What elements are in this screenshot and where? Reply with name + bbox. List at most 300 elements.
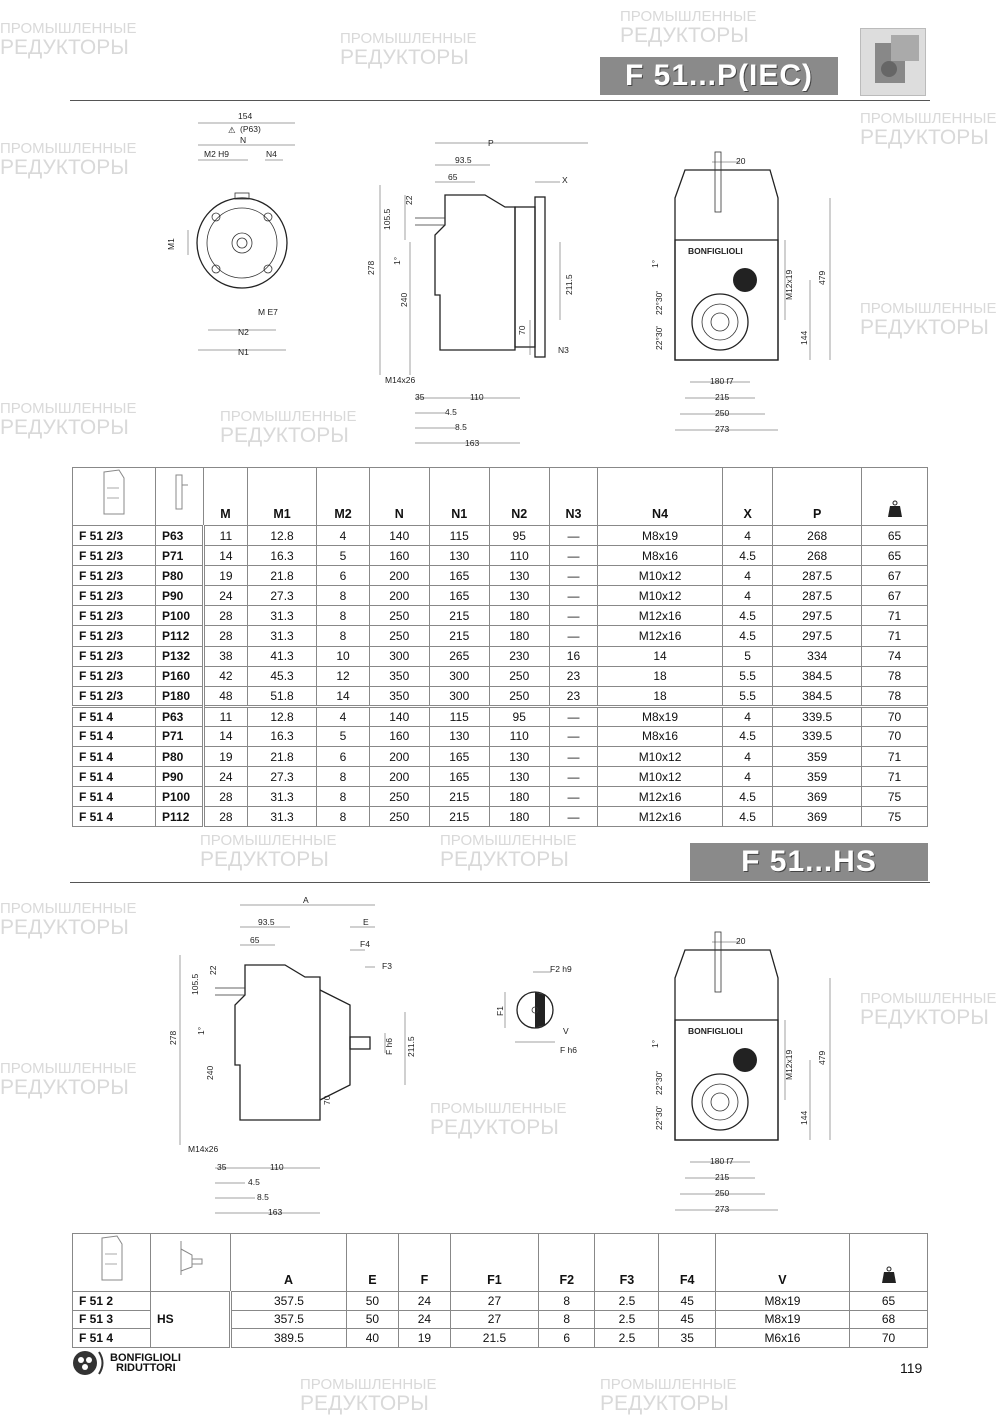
- shaft-icon: [176, 1239, 206, 1279]
- svg-text:4.5: 4.5: [445, 407, 457, 417]
- table-cell: 48: [204, 686, 248, 706]
- table-cell: P71: [156, 546, 204, 566]
- table-cell: 4.5: [722, 606, 772, 626]
- column-header: M: [204, 468, 248, 526]
- table-cell: M8x19: [598, 706, 723, 726]
- watermark: ПРОМЫШЛЕННЫЕ РЕДУКТОРЫ: [0, 900, 137, 939]
- svg-text:F3: F3: [382, 961, 392, 971]
- svg-text:240: 240: [399, 292, 409, 307]
- dimensions-table-hs: [72, 1233, 928, 1348]
- table-cell: 180: [489, 606, 549, 626]
- svg-text:8.5: 8.5: [455, 422, 467, 432]
- table-row: [73, 666, 928, 686]
- watermark: ПРОМЫШЛЕННЫЕ РЕДУКТОРЫ: [0, 400, 137, 439]
- watermark: ПРОМЫШЛЕННЫЕ РЕДУКТОРЫ: [620, 8, 757, 47]
- column-header: N: [369, 468, 429, 526]
- table-cell: 4: [317, 526, 369, 546]
- hs-side-view-drawing: [160, 895, 420, 1220]
- table-cell: 110: [489, 726, 549, 746]
- table-cell: F 51 4: [73, 1329, 151, 1348]
- svg-text:F h6: F h6: [560, 1045, 578, 1055]
- svg-text:N4: N4: [266, 149, 277, 159]
- table-cell: 297.5: [773, 626, 862, 646]
- svg-text:65: 65: [448, 172, 458, 182]
- table-cell: 27.3: [247, 586, 317, 606]
- table-cell: M12x16: [598, 606, 723, 626]
- column-header: F3: [595, 1234, 659, 1292]
- table-cell: 71: [862, 767, 928, 787]
- table-cell: 50: [346, 1292, 398, 1311]
- table-cell: 95: [489, 526, 549, 546]
- table-cell: 180: [489, 807, 549, 827]
- table-cell: 70: [862, 726, 928, 746]
- table-cell: 4: [317, 706, 369, 726]
- table-cell: 21.8: [247, 566, 317, 586]
- column-header: M1: [247, 468, 317, 526]
- column-header: F: [398, 1234, 450, 1292]
- table-cell: 45.3: [247, 666, 317, 686]
- table-cell: 110: [489, 546, 549, 566]
- table-cell: 250: [369, 807, 429, 827]
- svg-text:273: 273: [715, 424, 730, 434]
- svg-text:BONFIGLIOLI: BONFIGLIOLI: [688, 1026, 743, 1036]
- svg-text:1°: 1°: [196, 1026, 206, 1035]
- weight-icon: [881, 1266, 897, 1284]
- svg-text:⚠: ⚠: [228, 125, 236, 135]
- table-cell: —: [549, 586, 597, 606]
- svg-text:N2: N2: [238, 327, 249, 337]
- table-cell: 12.8: [247, 706, 317, 726]
- table-cell: P112: [156, 807, 204, 827]
- svg-text:22°30': 22°30': [654, 1106, 664, 1130]
- watermark: ПРОМЫШЛЕННЫЕ РЕДУКТОРЫ: [0, 140, 137, 179]
- table-cell: 350: [369, 686, 429, 706]
- table-cell: 70: [850, 1329, 928, 1348]
- watermark: ПРОМЫШЛЕННЫЕ РЕДУКТОРЫ: [0, 20, 137, 59]
- svg-text:1°: 1°: [392, 256, 402, 265]
- product-icon: [860, 28, 926, 96]
- table-cell: 215: [429, 787, 489, 807]
- table-cell: P63: [156, 526, 204, 546]
- table-cell: M10x12: [598, 566, 723, 586]
- watermark: ПРОМЫШЛЕННЫЕ РЕДУКТОРЫ: [430, 1100, 567, 1139]
- table-row: [73, 706, 928, 726]
- table-cell: 38: [204, 646, 248, 666]
- column-header: F4: [659, 1234, 715, 1292]
- table-cell: 28: [204, 787, 248, 807]
- table-cell: —: [549, 706, 597, 726]
- svg-text:250: 250: [715, 408, 730, 418]
- svg-text:211.5: 211.5: [406, 1036, 416, 1057]
- table-cell: 215: [429, 626, 489, 646]
- svg-text:8.5: 8.5: [257, 1192, 269, 1202]
- table-cell: —: [549, 526, 597, 546]
- table-cell: 339.5: [773, 726, 862, 746]
- table-cell: 31.3: [247, 787, 317, 807]
- table-cell: F 51 4: [73, 787, 156, 807]
- table-cell: 4: [722, 767, 772, 787]
- table-cell: M8x19: [715, 1292, 849, 1311]
- divider: [70, 882, 930, 883]
- table-cell: 384.5: [773, 686, 862, 706]
- svg-text:20: 20: [736, 936, 746, 946]
- table-cell: 2.5: [595, 1329, 659, 1348]
- table-cell: 200: [369, 566, 429, 586]
- table-row: [73, 546, 928, 566]
- table-cell: 16.3: [247, 546, 317, 566]
- table-cell: 265: [429, 646, 489, 666]
- table-cell: 24: [204, 586, 248, 606]
- table-cell: 369: [773, 787, 862, 807]
- table-cell: 4.5: [722, 787, 772, 807]
- table-cell: 45: [659, 1292, 715, 1311]
- table-cell: P80: [156, 747, 204, 767]
- svg-text:M12x19: M12x19: [784, 1049, 794, 1080]
- svg-text:1°: 1°: [650, 259, 660, 268]
- svg-text:F4: F4: [360, 939, 370, 949]
- table-cell: 8: [317, 787, 369, 807]
- svg-text:180 f7: 180 f7: [710, 1156, 734, 1166]
- table-cell: 140: [369, 706, 429, 726]
- table-cell: 200: [369, 586, 429, 606]
- table-cell: 130: [489, 747, 549, 767]
- divider: [70, 100, 930, 101]
- svg-text:93.5: 93.5: [258, 917, 275, 927]
- table-cell: 8: [539, 1310, 595, 1329]
- table-cell: 19: [398, 1329, 450, 1348]
- table-cell: 65: [862, 526, 928, 546]
- table-cell: F 51 4: [73, 706, 156, 726]
- table-cell: —: [549, 787, 597, 807]
- column-header: V: [715, 1234, 849, 1292]
- table-cell: P90: [156, 767, 204, 787]
- table-row: [73, 726, 928, 746]
- column-header: N2: [489, 468, 549, 526]
- table-cell: 200: [369, 747, 429, 767]
- table-cell: 18: [598, 666, 723, 686]
- table-cell: 19: [204, 747, 248, 767]
- table-cell: 250: [369, 626, 429, 646]
- table-cell: F 51 2/3: [73, 686, 156, 706]
- table-cell: 95: [489, 706, 549, 726]
- table-cell: 4.5: [722, 626, 772, 646]
- table-cell: 14: [598, 646, 723, 666]
- table-cell: 16.3: [247, 726, 317, 746]
- table-cell: 41.3: [247, 646, 317, 666]
- table-cell: —: [549, 566, 597, 586]
- table-cell: 71: [862, 626, 928, 646]
- table-row: [73, 747, 928, 767]
- table-cell: 28: [204, 606, 248, 626]
- svg-text:F1: F1: [495, 1006, 505, 1016]
- table-cell: 4: [722, 706, 772, 726]
- table-cell: 5.5: [722, 686, 772, 706]
- page-number: 119: [900, 1360, 923, 1376]
- table-cell: F 51 4: [73, 747, 156, 767]
- svg-text:20: 20: [736, 156, 746, 166]
- table-cell: 40: [346, 1329, 398, 1348]
- table-cell: P71: [156, 726, 204, 746]
- table-row: [73, 807, 928, 827]
- svg-text:V: V: [563, 1026, 569, 1036]
- table-cell: 27: [450, 1310, 538, 1329]
- table-cell: 71: [862, 606, 928, 626]
- table-cell: M8x19: [715, 1310, 849, 1329]
- table-cell: 45: [659, 1310, 715, 1329]
- table-cell: 10: [317, 646, 369, 666]
- table-cell: 11: [204, 706, 248, 726]
- column-header: F1: [450, 1234, 538, 1292]
- table-cell: 369: [773, 807, 862, 827]
- table-cell: —: [549, 606, 597, 626]
- table-cell: 165: [429, 747, 489, 767]
- svg-text:240: 240: [205, 1065, 215, 1080]
- table-cell: 334: [773, 646, 862, 666]
- table-row: [73, 606, 928, 626]
- table-cell: 27.3: [247, 767, 317, 787]
- table-cell: 339.5: [773, 706, 862, 726]
- table-cell: 160: [369, 546, 429, 566]
- table-cell: 287.5: [773, 566, 862, 586]
- table-cell: F 51 4: [73, 807, 156, 827]
- svg-text:A: A: [303, 895, 309, 905]
- column-header: N3: [549, 468, 597, 526]
- table-cell: 4.5: [722, 546, 772, 566]
- hs-rear-view-drawing: [640, 930, 850, 1215]
- table-cell: 297.5: [773, 606, 862, 626]
- svg-text:479: 479: [817, 270, 827, 285]
- table-cell: F 51 2/3: [73, 646, 156, 666]
- svg-text:144: 144: [799, 1110, 809, 1125]
- rear-view-drawing: [640, 150, 850, 435]
- table-cell: 31.3: [247, 626, 317, 646]
- watermark: ПРОМЫШЛЕННЫЕ РЕДУКТОРЫ: [600, 1376, 737, 1415]
- table-cell: M10x12: [598, 747, 723, 767]
- table-cell: 180: [489, 787, 549, 807]
- svg-text:4.5: 4.5: [248, 1177, 260, 1187]
- column-header: N1: [429, 468, 489, 526]
- table-cell: 35: [659, 1329, 715, 1348]
- dimensions-table-p-iec: [72, 467, 928, 827]
- table-cell: 23: [549, 686, 597, 706]
- table-cell: 4: [722, 566, 772, 586]
- table-cell: 8: [317, 586, 369, 606]
- table-cell: P100: [156, 606, 204, 626]
- watermark: ПРОМЫШЛЕННЫЕ РЕДУКТОРЫ: [0, 1060, 137, 1099]
- weight-icon: [887, 500, 903, 518]
- table-cell: 23: [549, 666, 597, 686]
- table-cell: 6: [539, 1329, 595, 1348]
- table-cell: F 51 2/3: [73, 666, 156, 686]
- svg-text:N: N: [240, 135, 247, 145]
- table-cell: 160: [369, 726, 429, 746]
- table-cell: 24: [204, 767, 248, 787]
- svg-text:154: 154: [238, 111, 253, 121]
- table-cell: M8x16: [598, 726, 723, 746]
- watermark: ПРОМЫШЛЕННЫЕ РЕДУКТОРЫ: [200, 832, 337, 871]
- svg-text:35: 35: [415, 392, 425, 402]
- table-row: [73, 1292, 928, 1311]
- table-cell: M10x12: [598, 586, 723, 606]
- svg-text:E: E: [363, 917, 369, 927]
- table-cell: 67: [862, 586, 928, 606]
- column-header: X: [722, 468, 772, 526]
- svg-text:273: 273: [715, 1204, 730, 1214]
- shaft-section-drawing: [485, 960, 595, 1060]
- table-cell: 287.5: [773, 586, 862, 606]
- table-cell: 268: [773, 546, 862, 566]
- table-cell: F 51 2/3: [73, 626, 156, 646]
- table-cell: 75: [862, 787, 928, 807]
- table-cell: 11: [204, 526, 248, 546]
- table-cell: P90: [156, 586, 204, 606]
- table-cell: 268: [773, 526, 862, 546]
- table-cell: 8: [317, 767, 369, 787]
- svg-text:250: 250: [715, 1188, 730, 1198]
- table-cell: 4.5: [722, 807, 772, 827]
- table-cell: 359: [773, 767, 862, 787]
- table-row: [73, 626, 928, 646]
- table-cell: P160: [156, 666, 204, 686]
- table-row: [73, 787, 928, 807]
- table-cell: 250: [369, 787, 429, 807]
- input-type-cell: HS: [151, 1292, 231, 1348]
- table-cell: 230: [489, 646, 549, 666]
- table-cell: 130: [489, 767, 549, 787]
- svg-text:X: X: [562, 175, 568, 185]
- table-cell: 130: [429, 546, 489, 566]
- table-cell: 21.5: [450, 1329, 538, 1348]
- table-cell: 67: [862, 566, 928, 586]
- table-cell: P132: [156, 646, 204, 666]
- svg-text:(P63): (P63): [240, 124, 261, 134]
- table-cell: 5: [722, 646, 772, 666]
- column-header: F2: [539, 1234, 595, 1292]
- table-cell: 350: [369, 666, 429, 686]
- table-cell: 384.5: [773, 666, 862, 686]
- table-cell: 24: [398, 1292, 450, 1311]
- table-cell: 28: [204, 807, 248, 827]
- table-cell: 300: [369, 646, 429, 666]
- table-cell: M12x16: [598, 787, 723, 807]
- table-cell: 130: [489, 586, 549, 606]
- table-header: [73, 468, 928, 526]
- table-cell: 359: [773, 747, 862, 767]
- column-header: M2: [317, 468, 369, 526]
- table-cell: F 51 4: [73, 726, 156, 746]
- table-cell: F 51 2/3: [73, 546, 156, 566]
- table-row: [73, 767, 928, 787]
- column-header: E: [346, 1234, 398, 1292]
- table-cell: 250: [369, 606, 429, 626]
- table-cell: 78: [862, 666, 928, 686]
- table-cell: —: [549, 747, 597, 767]
- svg-text:70: 70: [517, 325, 527, 335]
- table-cell: 140: [369, 526, 429, 546]
- svg-text:163: 163: [268, 1207, 283, 1217]
- svg-text:105.5: 105.5: [382, 208, 392, 230]
- svg-text:105.5: 105.5: [190, 973, 200, 995]
- table-cell: 75: [862, 807, 928, 827]
- table-cell: 4: [722, 586, 772, 606]
- table-cell: 5: [317, 726, 369, 746]
- table-cell: 115: [429, 706, 489, 726]
- table-cell: 250: [489, 666, 549, 686]
- table-cell: 31.3: [247, 606, 317, 626]
- table-cell: 200: [369, 767, 429, 787]
- section-title-hs: F 51...HS: [690, 843, 928, 881]
- table-cell: 42: [204, 666, 248, 686]
- table-cell: 6: [317, 747, 369, 767]
- watermark: ПРОМЫШЛЕННЫЕ РЕДУКТОРЫ: [220, 408, 357, 447]
- table-cell: 115: [429, 526, 489, 546]
- watermark: ПРОМЫШЛЕННЫЕ РЕДУКТОРЫ: [340, 30, 477, 69]
- watermark: ПРОМЫШЛЕННЫЕ РЕДУКТОРЫ: [440, 832, 577, 871]
- table-cell: 4: [722, 747, 772, 767]
- svg-text:180 f7: 180 f7: [710, 376, 734, 386]
- table-row: [73, 526, 928, 546]
- table-cell: 4.5: [722, 726, 772, 746]
- table-cell: 357.5: [231, 1292, 347, 1311]
- watermark: ПРОМЫШЛЕННЫЕ РЕДУКТОРЫ: [860, 110, 997, 149]
- table-cell: 250: [489, 686, 549, 706]
- table-cell: 389.5: [231, 1329, 347, 1348]
- table-cell: 5.5: [722, 666, 772, 686]
- table-cell: 12: [317, 666, 369, 686]
- table-cell: 31.3: [247, 807, 317, 827]
- watermark: ПРОМЫШЛЕННЫЕ РЕДУКТОРЫ: [860, 300, 997, 339]
- table-cell: 14: [204, 726, 248, 746]
- svg-text:M1: M1: [166, 238, 176, 250]
- column-header: N4: [598, 468, 723, 526]
- svg-text:1°: 1°: [650, 1039, 660, 1048]
- table-cell: 180: [489, 626, 549, 646]
- housing-icon: [97, 1234, 127, 1284]
- svg-text:35: 35: [217, 1162, 227, 1172]
- svg-text:163: 163: [465, 438, 480, 448]
- watermark: ПРОМЫШЛЕННЫЕ РЕДУКТОРЫ: [860, 990, 997, 1029]
- table-cell: M12x16: [598, 626, 723, 646]
- table-cell: —: [549, 726, 597, 746]
- svg-text:22: 22: [208, 965, 218, 975]
- table-cell: 14: [317, 686, 369, 706]
- table-cell: F 51 2/3: [73, 526, 156, 546]
- table-cell: F 51 2/3: [73, 586, 156, 606]
- table-cell: M8x19: [598, 526, 723, 546]
- table-cell: 50: [346, 1310, 398, 1329]
- svg-text:M12x19: M12x19: [784, 269, 794, 300]
- table-cell: 71: [862, 747, 928, 767]
- svg-text:M14x26: M14x26: [188, 1144, 219, 1154]
- table-cell: 8: [317, 626, 369, 646]
- brand-logo: BONFIGLIOLI RIDUTTORI: [72, 1350, 181, 1376]
- svg-text:479: 479: [817, 1050, 827, 1065]
- table-cell: 8: [539, 1292, 595, 1311]
- table-cell: 24: [398, 1310, 450, 1329]
- table-cell: 78: [862, 686, 928, 706]
- svg-text:144: 144: [799, 330, 809, 345]
- table-cell: 12.8: [247, 526, 317, 546]
- table-cell: 8: [317, 807, 369, 827]
- table-cell: M6x16: [715, 1329, 849, 1348]
- table-row: [73, 646, 928, 666]
- table-cell: F 51 4: [73, 767, 156, 787]
- svg-text:N3: N3: [558, 345, 569, 355]
- svg-text:N1: N1: [238, 347, 249, 357]
- svg-text:F2 h9: F2 h9: [550, 964, 572, 974]
- table-cell: 165: [429, 586, 489, 606]
- table-cell: P112: [156, 626, 204, 646]
